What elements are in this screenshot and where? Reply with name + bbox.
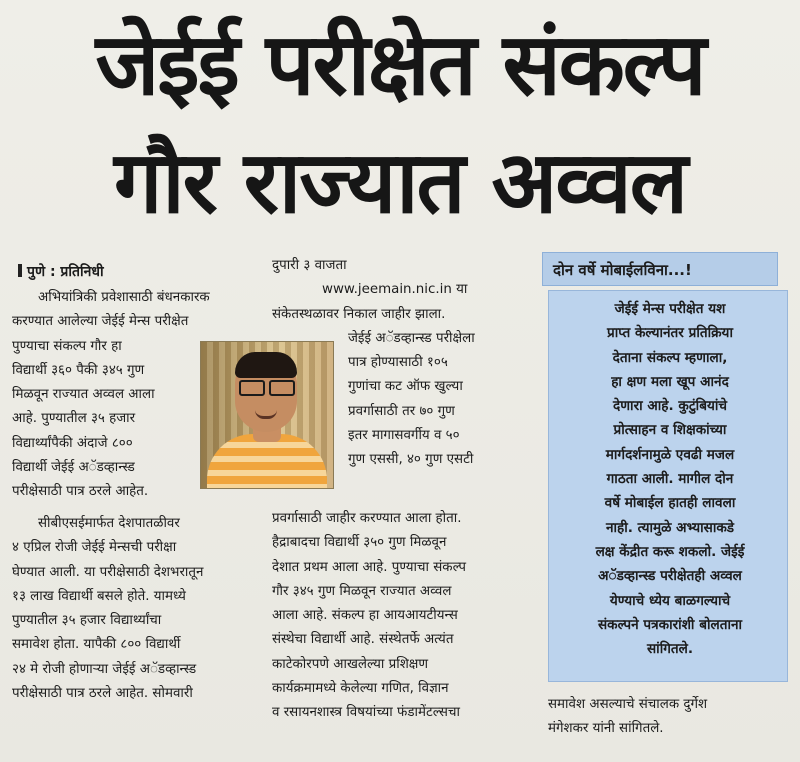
headline-line-2: गौर राज्यात अव्वल: [113, 133, 687, 233]
dateline-marker: [18, 264, 22, 277]
text-line: काटेकोरपणे आखलेल्या प्रशिक्षण: [272, 656, 429, 672]
column-2-paragraph-2: [272, 507, 538, 726]
text-line: विद्यार्थ्यांपैकी अंदाजे ८००: [12, 435, 133, 451]
text-line: प्रवर्गासाठी जाहीर करण्यात आला होता.: [272, 511, 462, 526]
text-line: परीक्षेसाठी पात्र ठरले आहेत.: [12, 484, 149, 500]
sidebar-line: मार्गदर्शनामुळे एवढी मजल: [605, 446, 735, 463]
text-line: गौर ३४५ गुण मिळवून राज्यात अव्वल: [272, 583, 452, 599]
text-line: मंगेशकर यांनी सांगितले.: [548, 721, 664, 737]
text-line: संकेतस्थळावर निकाल जाहीर झाला.: [272, 306, 446, 322]
text-line: परीक्षेसाठी पात्र ठरले आहेत. सोमवारी: [12, 686, 193, 702]
sidebar-line: देणारा आहे. कुटुंबियांचे: [613, 398, 727, 415]
text-line: प्रवर्गासाठी तर ७० गुण: [348, 403, 455, 419]
text-line: अभियांत्रिकी प्रवेशासाठी बंधनकारक: [38, 290, 210, 305]
headline-line-1: जेईई परीक्षेत संकल्प: [95, 15, 705, 115]
sidebar-line: जेईई मेन्स परीक्षेत यश: [614, 301, 726, 317]
sidebar-line: संकल्पने पत्रकारांशी बोलताना: [597, 616, 743, 633]
text-line: पुण्याचा संकल्प गौर हा: [12, 338, 122, 354]
dateline: [18, 262, 104, 281]
sidebar-box: [548, 290, 788, 682]
sidebar-line: प्राप्त केल्यानंतर प्रतिक्रिया: [607, 325, 733, 342]
text-line: सीबीएसईमार्फत देशपातळीवर: [38, 516, 180, 531]
text-line: हैद्राबादचा विद्यार्थी ३५० गुण मिळवून: [272, 535, 447, 551]
website-line: www.jeemain.nic.in या: [322, 282, 468, 298]
sidebar-line: लक्ष केंद्रीत करू शकलो. जेईई: [595, 543, 745, 560]
sidebar-line: हा क्षण मला खूप आनंद: [611, 373, 729, 390]
text-line: विद्यार्थी जेईई अॅडव्हान्स्ड: [12, 460, 135, 476]
text-line: आला आहे. संकल्प हा आयआयटीयन्स: [272, 608, 458, 624]
text-line: समावेश होता. यापैकी ८०० विद्यार्थी: [12, 637, 181, 653]
text-line: जेईई अॅडव्हान्स्ड परीक्षेला: [348, 330, 475, 346]
text-line: मिळवून राज्यात अव्वल आला: [12, 387, 155, 403]
column-3-tail: [548, 693, 788, 742]
text-line: दुपारी ३ वाजता: [272, 258, 347, 273]
sidebar-line: अॅडव्हान्स्ड परीक्षेतही अव्वल: [598, 568, 742, 585]
column-2-paragraph-1: [272, 254, 516, 473]
text-line: गुणांचा कट ऑफ खुल्या: [348, 379, 463, 395]
text-line: विद्यार्थी ३६० पैकी ३४५ गुण: [12, 362, 145, 378]
sidebar-line: नाही. त्यामुळे अभ्यासाकडे: [605, 519, 735, 536]
dateline-text: पुणे : प्रतिनिधी: [27, 264, 104, 280]
text-line: घेण्यात आली. या परीक्षेसाठी देशभरातून: [12, 564, 204, 580]
text-line: समावेश असल्याचे संचालक दुर्गेश: [548, 697, 708, 712]
text-line: संस्थेचा विद्यार्थी आहे. संस्थेतर्फे अत्यंत: [272, 632, 454, 648]
text-line: देशात प्रथम आला आहे. पुण्याचा संकल्प: [272, 559, 466, 575]
text-line: गुण एससी, ४० गुण एसटी: [348, 452, 474, 468]
text-line: इतर मागासवर्गीय व ५०: [348, 428, 460, 444]
text-line: पात्र होण्यासाठी १०५: [348, 355, 448, 371]
text-line: २४ मे रोजी होणाऱ्या जेईई अॅडव्हान्स्ड: [12, 661, 197, 677]
text-line: ४ एप्रिल रोजी जेईई मेन्सची परीक्षा: [12, 540, 177, 556]
text-line: व रसायनशास्त्र विषयांच्या फंडामेंटल्सचा: [272, 705, 460, 721]
text-line: कार्यक्रमामध्ये केलेल्या गणित, विज्ञान: [272, 681, 449, 697]
sidebar-line: सांगितले.: [646, 641, 693, 658]
text-line: पुण्यातील ३५ हजार विद्यार्थ्यांचा: [12, 613, 162, 629]
text-line: करण्यात आलेल्या जेईई मेन्स परीक्षेत: [12, 314, 189, 330]
text-line: १३ लाख विद्यार्थी बसले होते. यामध्ये: [12, 588, 186, 604]
sidebar-line: देताना संकल्प म्हणाला,: [612, 349, 728, 366]
sidebar-line: गाठता आली. मागील दोन: [606, 471, 734, 488]
column-1-paragraph-2: [12, 512, 270, 706]
sidebar-title: दोन वर्षे मोबाईलविना...!: [542, 252, 778, 286]
sidebar-line: वर्षे मोबाईल हातही लावला: [604, 495, 736, 512]
text-line: आहे. पुण्यातील ३५ हजार: [12, 411, 136, 427]
sidebar-line: प्रोत्साहन व शिक्षकांच्या: [613, 422, 727, 439]
sidebar-line: येण्याचे ध्येय बाळगल्याचे: [609, 592, 731, 609]
